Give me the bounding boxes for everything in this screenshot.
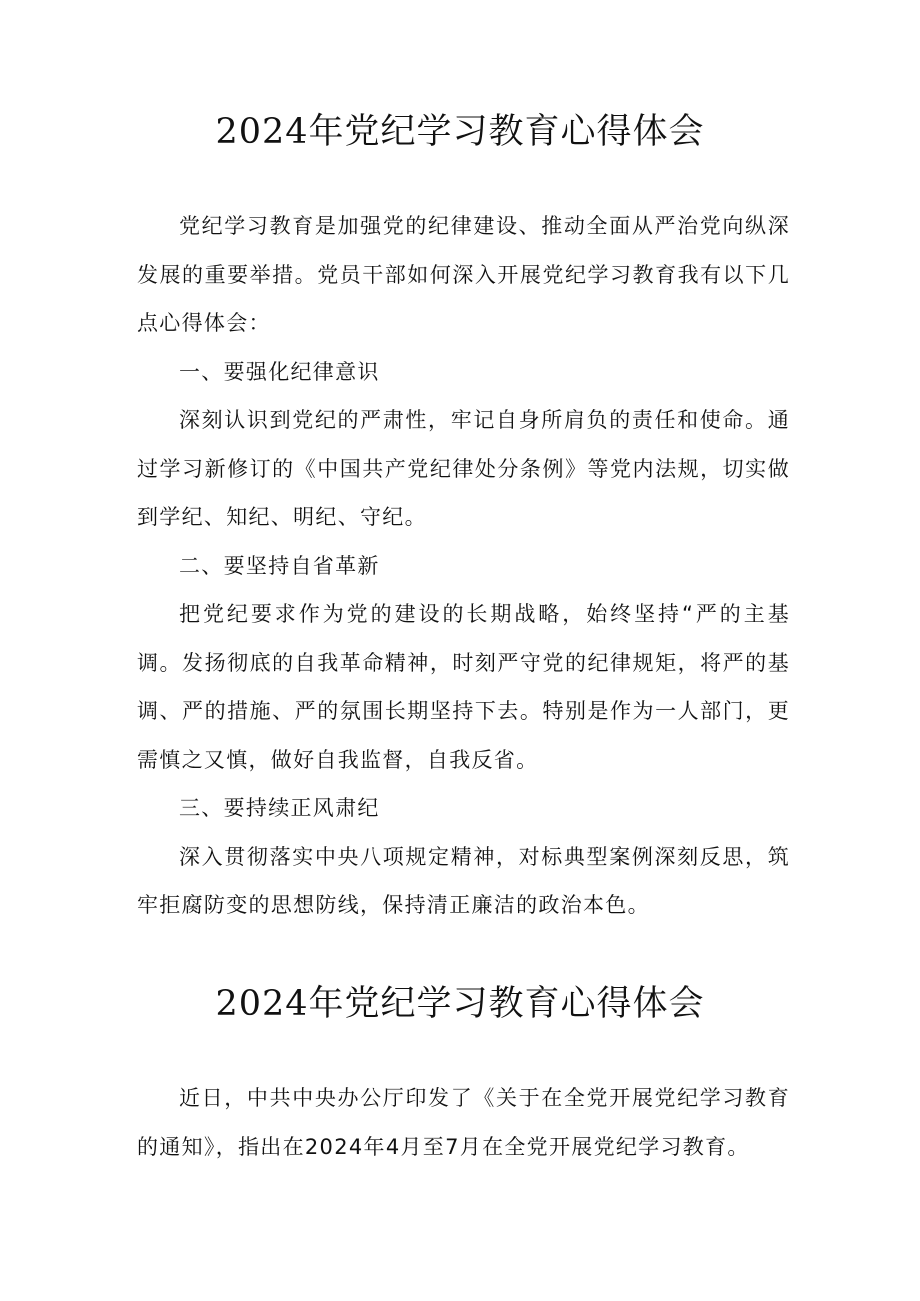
second-intro-paragraph: 近日，中共中央办公厅印发了《关于在全党开展党纪学习教育的通知》，指出在2024年4月至7月在全党开展党纪学习教育。	[137, 1086, 790, 1159]
point-paragraph-3: 深入贯彻落实中央八项规定精神，对标典型案例深刻反思，筑牢拒腐防变的思想防线，保持清正廉洁的政治本色。	[137, 844, 790, 917]
second-document-body	[137, 1074, 790, 1171]
point-heading-1: 一、要强化纪律意识	[179, 359, 380, 384]
point-paragraph-2: 把党纪要求作为党的建设的长期战略，始终坚持“严的主基调。发扬彻底的自我革命精神，时刻严守党的纪律规矩，将严的基调、严的措施、严的氛围长期坚持下去。特别是作为一人部门，更需慎之又慎，做好自我监督，自我反省。	[137, 602, 790, 772]
second-document-title: 2024年党纪学习教育心得体会	[215, 984, 705, 1024]
point-heading-3: 三、要持续正风肃纪	[179, 796, 380, 820]
intro-paragraph: 党纪学习教育是加强党的纪律建设、推动全面从严治党向纵深发展的重要举措。党员干部如何深入开展党纪学习教育我有以下几点心得体会：	[137, 214, 790, 335]
point-paragraph-1: 深刻认识到党纪的严肃性，牢记自身所肩负的责任和使命。通过学习新修订的《中国共产党纪律处分条例》等党内法规，切实做到学纪、知纪、明纪、守纪。	[137, 408, 790, 529]
document-title: 2024年党纪学习教育心得体会	[215, 112, 705, 152]
point-heading-2: 二、要坚持自省革新	[179, 553, 380, 578]
document-body	[137, 202, 790, 930]
